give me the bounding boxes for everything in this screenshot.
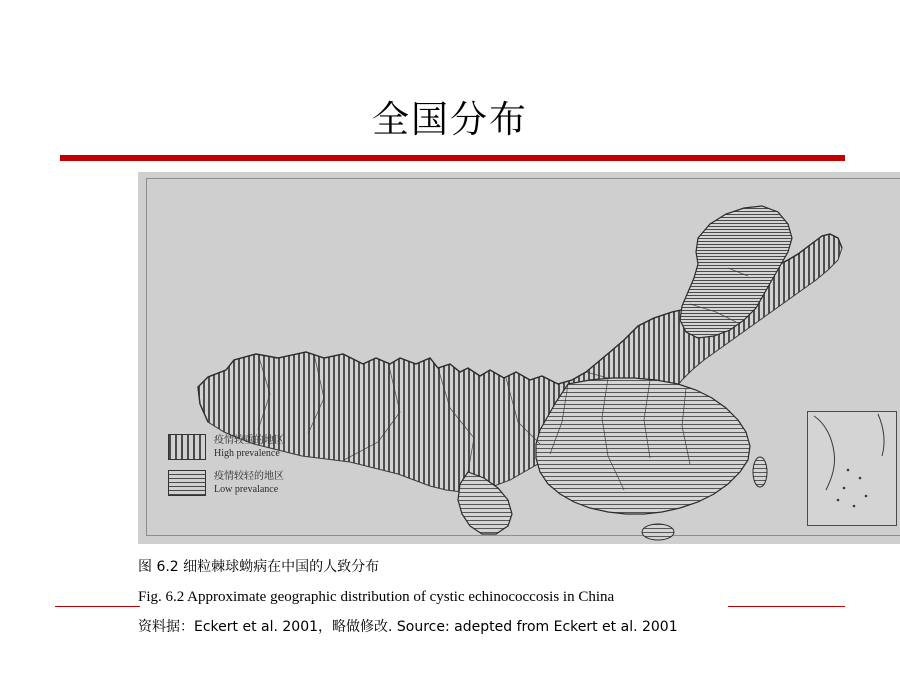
map-legend: [168, 434, 378, 506]
map-inset-south-china-sea: [807, 411, 897, 526]
caption-chinese: 图 6.2 细粒棘球蚴病在中国的人致分布: [138, 559, 380, 575]
figure-caption: [138, 552, 900, 642]
footer-divider-left: [55, 606, 140, 607]
legend-swatch-low-icon: [168, 470, 206, 496]
legend-item-high: [168, 434, 378, 460]
caption-source: 资料据：Eckert et al. 2001，略做修改. Source: adepted from Eckert et al. 2001: [138, 619, 678, 635]
footer-divider-right: [728, 606, 845, 607]
map-image: [138, 172, 900, 544]
legend-label-low-en: Low prevalance: [214, 484, 279, 495]
legend-label-high-cn: 疫情较重的地区: [214, 435, 284, 446]
legend-item-low: [168, 470, 378, 496]
legend-swatch-high-icon: [168, 434, 206, 460]
title-divider-thin: [60, 160, 845, 161]
inset-graphic: [808, 412, 896, 525]
page-title: 全国分布: [372, 100, 528, 141]
legend-label-low: [214, 470, 284, 496]
legend-label-high: [214, 434, 284, 460]
legend-label-high-en: High prevalence: [214, 448, 280, 459]
legend-label-low-cn: 疫情较轻的地区: [214, 471, 284, 482]
caption-english: Fig. 6.2 Approximate geographic distribution of cystic echinococcosis in China: [138, 589, 615, 605]
